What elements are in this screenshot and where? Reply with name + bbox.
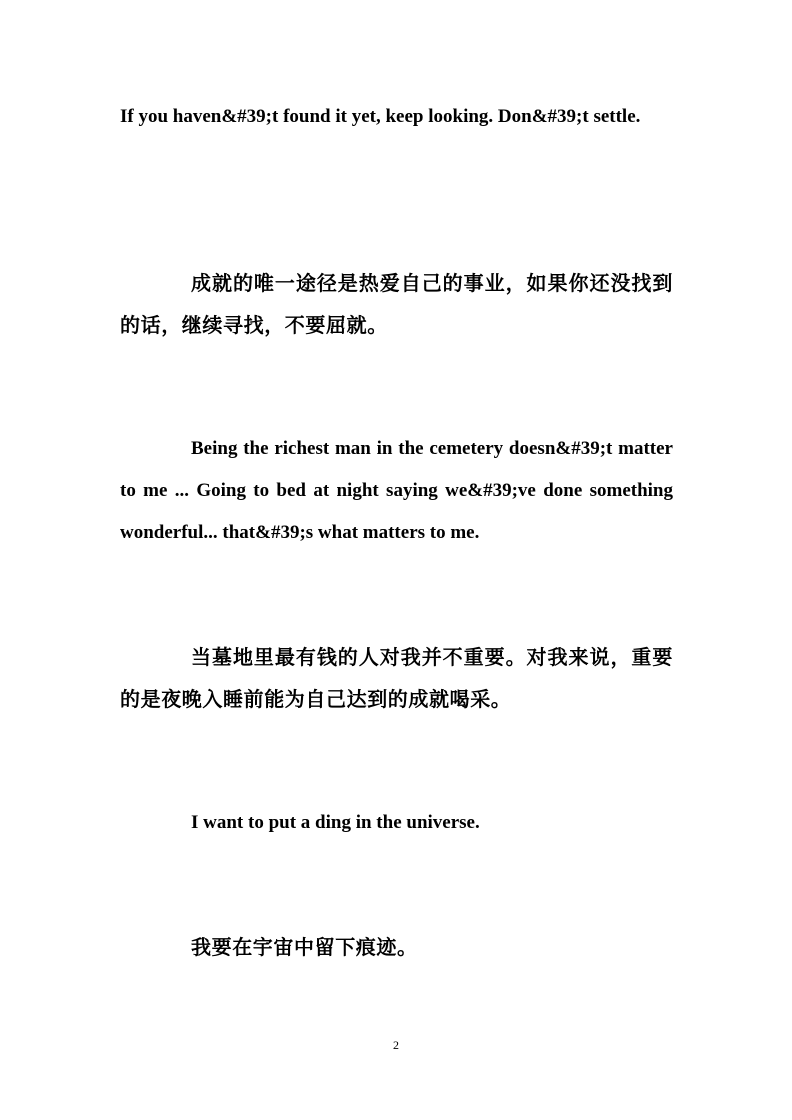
paragraph-ding-universe-zh: 我要在宇宙中留下痕迹。	[191, 935, 418, 959]
paragraph-richest-man-en: Being the richest man in the cemetery doesn&#39;t matter to me ... Going to bed at night saying we&#39;ve done something wonderful... that&#39;s what matters to me.	[120, 438, 673, 543]
paragraph-keep-looking-zh: 成就的唯一途径是热爱自己的事业，如果你还没找到的话，继续寻找，不要屈就。	[120, 271, 673, 337]
page-number: 2	[393, 1038, 399, 1052]
paragraph-richest-man-zh: 当墓地里最有钱的人对我并不重要。对我来说，重要的是夜晚入睡前能为自己达到的成就喝采。	[120, 645, 673, 711]
paragraph-ding-universe-en: I want to put a ding in the universe.	[191, 812, 480, 833]
paragraph-keep-looking-en: If you haven&#39;t found it yet, keep looking. Don&#39;t settle.	[120, 106, 641, 127]
